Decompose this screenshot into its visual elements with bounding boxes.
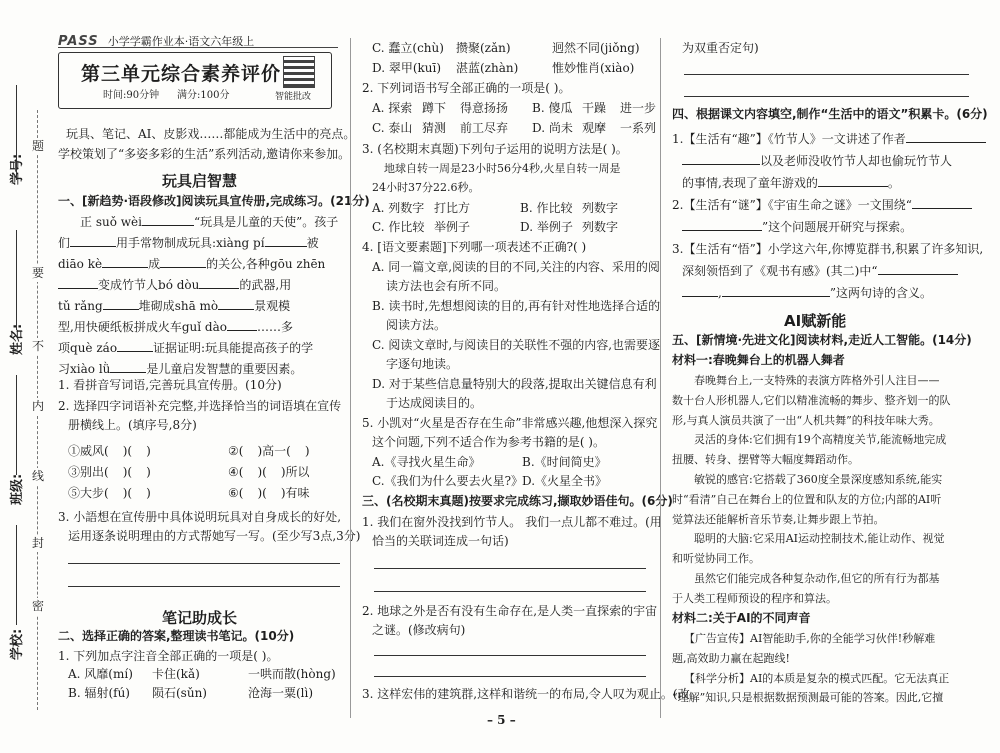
q3-sub-2-line-2: 之谜。(修改病句) — [372, 623, 466, 637]
q3-sub-1-line-2: 恰当的关联词连成一句话) — [372, 534, 509, 548]
q2-option-b: B. 辐射(fú) 陨石(sǔn) 沧海一粟(lì) — [68, 686, 314, 700]
q2-sub-2: 2. 下列词语书写全部正确的一项是( )。 — [362, 81, 571, 95]
blank-20[interactable] — [722, 283, 830, 297]
q2-2-option-cd: C. 泰山 猜测 前工尽弃 D. 尚未 观摩 一系列 — [372, 121, 657, 135]
text: 用手常物制成玩具: — [116, 236, 217, 250]
text: 项 — [58, 341, 71, 355]
seal-char-1: 题 — [32, 139, 45, 153]
material-1-line: 时“看清”自己在舞台上的位置和队友的方位;内部的AI听 — [672, 492, 942, 506]
q2-5-option-ab: A.《寻找火星生命》 B.《时间简史》 — [372, 455, 607, 469]
blank-6[interactable] — [58, 275, 98, 289]
pinyin: shā mò — [174, 299, 219, 313]
material-2-title: 材料二:关于AI的不同声音 — [672, 611, 811, 625]
text: 景观模 — [254, 299, 291, 313]
material-1-line: 聪明的大脑:它采用AI运动控制技术,能让动作、视觉 — [694, 532, 945, 546]
text: 型,用快硬纸板拼成火车 — [58, 320, 182, 334]
page-title: 第三单元综合素养评价 — [81, 63, 282, 85]
q2-option-a: A. 风靡(mí) 卡住(kǎ) 一哄而散(hòng) — [68, 667, 336, 681]
answer-line-3[interactable] — [374, 568, 646, 569]
q4-sub-3: 3.【生活有“悟”】小学这六年,你博览群书,积累了许多知识, 深刻领悟到了《观书有感》(其二)中“ , ”这两句诗的含义。 — [672, 242, 984, 300]
seal-char-4: 内 — [32, 399, 45, 413]
q3-sub-3: 3. 这样宏伟的建筑群,这样和谐统一的布局,令人叹为观止。(改 — [362, 687, 690, 701]
student-id-label: 学号: — [10, 153, 25, 185]
blank-5[interactable] — [160, 254, 206, 268]
pinyin: xiào lǜ — [70, 362, 111, 376]
pinyin: què záo — [70, 341, 118, 355]
material-2-line: 【科学分析】AI的本质是复杂的模式匹配。它无法真正 — [684, 671, 950, 685]
q2-sub-5-line-1: 5. 小凯对“火星是否存在生命”非常感兴趣,他想深入探究 — [362, 416, 658, 430]
q2-4-b-2: 阅读方法。 — [386, 318, 447, 332]
blank-16[interactable] — [912, 195, 972, 209]
material-1-line: 于人类工程师预设的程序和算法。 — [672, 591, 837, 605]
section-notes-title: 笔记助成长 — [162, 609, 238, 627]
q2-3-option-cd: C. 作比较 举例子 D. 举例子 列数字 — [372, 220, 619, 234]
q2-2-option-ab: A. 探索 蹲下 得意扬扬 B. 傻瓜 干躁 进一步 — [372, 101, 657, 115]
material-1-line: 觉算法还能解析音乐节奏,让舞步跟上节拍。 — [672, 512, 885, 526]
pinyin: bó dòu — [158, 278, 200, 292]
left-margin — [0, 0, 48, 753]
material-1-line: 春晚舞台上,一支特殊的表演方阵格外引人注目—— — [694, 374, 940, 387]
header — [58, 30, 338, 48]
material-1-line: 灵活的身体:它们拥有19个高精度关节,能流畅地完成 — [694, 433, 947, 447]
section-ai-title: AI赋新能 — [784, 312, 847, 330]
blank-18[interactable] — [878, 261, 958, 275]
q2-4-a-2: 读方法也会有所不同。 — [386, 279, 507, 293]
qr-code[interactable] — [283, 56, 315, 88]
q3-sub-2-line-1: 2. 地球之外是否有没有生命存在,是人类一直探索的宇宙 — [362, 604, 658, 618]
series-name: 小学学霸作业本·语文六年级上 — [107, 35, 255, 48]
pinyin: diāo kè — [58, 257, 103, 271]
brand-logo: PASS — [58, 34, 99, 49]
q2-3-text-1: 地球自转一周是23小时56分4秒,火星自转一周是 — [384, 162, 621, 175]
text: 证据证明:玩具能提高孩子的学 — [153, 341, 314, 355]
blank-14[interactable] — [682, 151, 760, 165]
seal-char-7: 密 — [32, 599, 45, 613]
blank-9[interactable] — [218, 296, 254, 310]
blank-10[interactable] — [227, 317, 257, 331]
material-1-line: 敏锐的感官:它搭载了360度全景深度感知系统,能实 — [694, 472, 943, 486]
seal-char-2: 要 — [32, 266, 45, 280]
intro-line-2: 学校策划了“多姿多彩的生活”系列活动,邀请你来参加。 — [58, 147, 351, 161]
answer-line-5[interactable] — [374, 655, 646, 656]
answer-line-2[interactable] — [68, 586, 340, 587]
q2-4-d-2: 于达成阅读目的。 — [386, 396, 483, 410]
answer-line-8[interactable] — [684, 96, 969, 97]
text: 成 — [148, 257, 161, 271]
q3-3-continued: 为双重否定句) — [682, 41, 759, 55]
blank-4[interactable] — [102, 254, 148, 268]
q1-heading: 一、[新趋势·语段修改]阅读玩具宣传册,完成练习。(21分) — [58, 194, 370, 208]
text: 是儿童启发智慧的重要因素。 — [146, 362, 303, 376]
q3-sub-1-line-1: 1. 我们在窗外没找到竹节人。 我们一点儿都不难过。(用 — [362, 515, 662, 529]
intro-line-1: 玩具、笔记、AI、皮影戏……都能成为生活中的亮点。 — [66, 127, 356, 141]
seal-char-6: 封 — [32, 536, 45, 550]
q2-4-b-1: B. 读书时,先想想阅读的目的,再有针对性地选择合适的 — [372, 299, 661, 313]
class-label: 班级: — [10, 473, 25, 505]
blank-13[interactable] — [906, 129, 986, 143]
material-2-line: 题,高效助力赢在起跑线! — [672, 651, 790, 665]
text: 正 suǒ wèi — [80, 215, 142, 229]
text: 们 — [58, 236, 71, 250]
name-label: 姓名: — [10, 323, 25, 355]
blank-3[interactable] — [265, 233, 307, 247]
name-line[interactable] — [16, 230, 17, 330]
blank-12[interactable] — [110, 359, 146, 373]
blank-1[interactable] — [142, 212, 194, 226]
seal-char-5: 线 — [32, 469, 45, 483]
text: 变成竹节人 — [98, 278, 159, 292]
material-1-line: 虽然它们能完成各种复杂动作,但它的所有行为都基 — [694, 571, 940, 585]
q4-sub-1: 1.【生活有“趣”】《竹节人》一文讲述了作者 以及老师没收竹节人却也偷玩竹节人 的事情,表现了童年游戏的 。 — [672, 128, 986, 194]
q4-heading: 四、根据课文内容填空,制作“生活中的语文”积累卡。(6分) — [672, 107, 988, 121]
q1-sub-2-line-1: 2. 选择四字词语补充完整,并选择恰当的词语填在宣传 — [58, 399, 342, 413]
material-1-line: 扭腰、转身、摆臂等大幅度舞蹈动作。 — [672, 453, 859, 467]
pinyin: xiàng pí — [216, 236, 265, 250]
text: ……多 — [256, 320, 293, 334]
q2-sub-3: 3. (名校期末真题)下列句子运用的说明方法是( )。 — [362, 142, 628, 156]
material-1-text — [672, 371, 951, 609]
blank-17[interactable] — [682, 217, 762, 231]
column-divider-2 — [660, 38, 661, 718]
q2-5-option-cd: C.《我们为什么要去火星?》D.《火星全书》 — [372, 474, 608, 488]
text: 习 — [58, 362, 71, 376]
q2-4-a-1: A. 同一篇文章,阅读的目的不同,关注的内容、采用的阅 — [372, 260, 660, 274]
class-line[interactable] — [16, 375, 17, 475]
material-1-title: 材料一:春晚舞台上的机器人舞者 — [672, 353, 845, 367]
text: 的武器,用 — [239, 278, 292, 292]
text: 被 — [306, 236, 319, 250]
q2-heading: 二、选择正确的答案,整理读书笔记。(10分) — [58, 629, 295, 643]
section-toy-title: 玩具启智慧 — [162, 172, 238, 190]
answer-line-1[interactable] — [68, 563, 340, 564]
toy-paragraph — [58, 212, 343, 380]
column-divider-1 — [350, 38, 351, 718]
q4-sub-2: 2.【生活有“谜”】《宇宙生命之谜》一文围绕“ ”这个问题展开研究与探索。 — [672, 194, 972, 238]
pinyin: gōu zhēn — [269, 257, 326, 271]
text: 的关公,各种 — [206, 257, 270, 271]
q1-sub-3-line-2: 运用逐条说明理由的方式帮她写一写。(至少写3点,3分) — [68, 529, 361, 543]
blank-15[interactable] — [818, 173, 888, 187]
school-label: 学校: — [10, 628, 25, 660]
q2-sub-5-line-2: 这个问题,下列不适合作为参考书籍的是( )。 — [372, 435, 605, 449]
blank-8[interactable] — [103, 296, 139, 310]
answer-line-6[interactable] — [374, 676, 646, 677]
material-2-line: 【广告宣传】AI智能助手,你的全能学习伙伴!秒解难 — [684, 632, 936, 645]
q1-sub-1: 1. 看拼音写词语,完善玩具宣传册。(10分) — [58, 378, 282, 392]
school-line[interactable] — [16, 525, 17, 625]
blank-2[interactable] — [70, 233, 116, 247]
material-1-line: 和听觉协同工作。 — [672, 552, 760, 566]
q3-heading: 三、(名校期末真题)按要求完成练习,撷取妙语佳句。(6分) — [362, 494, 673, 508]
q5-heading: 五、[新情境·先进文化]阅读材料,走近人工智能。(14分) — [672, 333, 972, 347]
answer-line-7[interactable] — [684, 74, 969, 75]
seal-char-3: 不 — [32, 339, 45, 353]
answer-line-4[interactable] — [374, 591, 646, 592]
pinyin: tǔ rǎng — [58, 299, 103, 313]
text: 堆砌成 — [138, 299, 175, 313]
material-1-line: 形,与真人演员共演了一出“人机共舞”的科技年味大秀。 — [672, 413, 940, 427]
student-id-line[interactable] — [16, 85, 17, 180]
text: “玩具是儿童的天使”。孩子 — [193, 215, 339, 229]
q2-option-d: D. 翠甲(kuī) 湛蓝(zhàn) 惟妙惟肖(xiào) — [372, 61, 635, 75]
material-2-text — [672, 629, 949, 708]
q2-4-c-2: 字逐句地读。 — [386, 357, 459, 371]
q2-sub-1: 1. 下列加点字注音全部正确的一项是( )。 — [58, 649, 279, 663]
material-2-line: “理解”知识,只是根据数据预测最可能的答案。因此,它擅 — [672, 691, 944, 705]
q2-option-c: C. 蠢立(chù) 攒聚(zǎn) 迥然不同(jiǒng) — [372, 41, 640, 55]
blank-19[interactable] — [682, 283, 718, 297]
q2-sub-4: 4. [语文要素题]下列哪一项表述不正确?( ) — [362, 240, 587, 254]
q1-sub-2-line-2: 册横线上。(填序号,8分) — [68, 418, 197, 432]
blank-7[interactable] — [199, 275, 239, 289]
title-box — [58, 52, 332, 109]
q1-sub-3-line-1: 3. 小語想在宣传册中具体说明玩具对自身成长的好处, — [58, 510, 342, 524]
exam-time: 时间:90分钟 — [103, 90, 160, 101]
q2-4-c-1: C. 阅读文章时,与阅读目的关联性不强的内容,也需要逐 — [372, 338, 661, 352]
exam-score: 满分:100分 — [177, 90, 230, 101]
blank-11[interactable] — [117, 338, 153, 352]
q2-3-option-ab: A. 列数字 打比方 B. 作比较 列数字 — [372, 201, 619, 215]
page-number: – 5 – — [487, 713, 516, 727]
idiom-options: ①威风( )( ) ②( )高一( ) ③别出( )( ) ④( )( )所以 ⑤大步( )( ) ⑥( )( )有味 — [68, 444, 310, 500]
q2-4-d-1: D. 对于某些信息量特别大的段落,提取出关键信息有利 — [372, 377, 657, 391]
q2-3-text-2: 24小时37分22.6秒。 — [372, 181, 480, 194]
qr-label: 智能批改 — [275, 92, 312, 102]
header-rule — [58, 47, 338, 48]
pinyin: guǐ dào — [181, 320, 227, 334]
material-1-line: 数十台人形机器人,它们以精准流畅的舞步、整齐划一的队 — [672, 393, 951, 407]
